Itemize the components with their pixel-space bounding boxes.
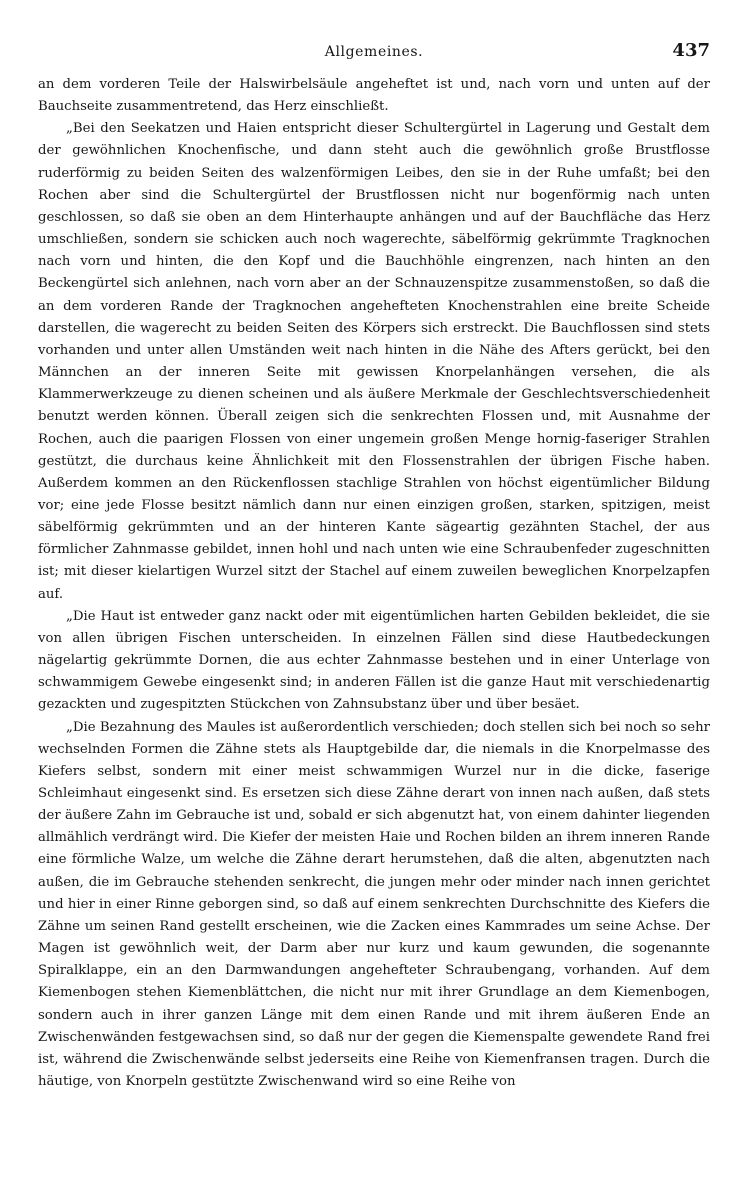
page-number: 437 <box>672 40 710 61</box>
book-page <box>38 36 710 1093</box>
page-header <box>38 36 710 74</box>
paragraph-shoulder-girdle: „Bei den Seekatzen und Haien entspricht dieser Schultergürtel in Lagerung und Gestalt dem der gewöhnlichen Knochenfische, und dann steht auch die gewöhnlich große Brustflosse ruderförmig zu beiden Seiten des walzenförmigen Leibes, den sie in der Ruhe umfaßt; bei den Rochen aber sind die Schultergürtel der Brustflossen nicht nur bogenförmig nach unten geschlossen, so daß sie oben an dem Hinterhaupte anhängen und auf der Bauchfläche das Herz umschließen, sondern sie schicken auch noch wagerechte, säbelförmig gekrümmte Tragknochen nach vorn und hinten, die den Kopf und die Bauchhöhle eingrenzen, nach hinten an den Beckengürtel sich anlehnen, nach vorn aber an der Schnauzenspitze zusammenstoßen, so daß die an dem vorderen Rande der Tragknochen angehefteten Knochenstrahlen eine breite Scheide darstellen, die wagerecht zu beiden Seiten des Körpers sich erstreckt. Die Bauchflossen sind stets vorhanden und unter allen Umständen weit nach hinten in die Nähe des Afters gerückt, bei den Männchen an der inneren Seite mit gewissen Knorpelanhängen versehen, die als Klammerwerkzeuge zu dienen scheinen und als äußere Merkmale der Geschlechtsverschiedenheit benutzt werden können. Überall zeigen sich die senkrechten Flossen und, mit Ausnahme der Rochen, auch die paarigen Flossen von einer ungemein großen Menge hornig-faseriger Strahlen gestützt, die durchaus keine Ähnlichkeit mit den Flossenstrahlen der übrigen Fische haben. Außerdem kommen an den Rückenflossen stachlige Strahlen von höchst eigentümlicher Bildung vor; eine jede Flosse besitzt nämlich dann nur einen einzigen großen, starken, spitzigen, meist säbelförmig gekrümmten und an der hinteren Kante sägeartig gezähnten Stachel, der aus förmlicher Zahnmasse gebildet, innen hohl und nach unten wie eine Schraubenfeder zugeschnitten ist; mit dieser kielartigen Wurzel sitzt der Stachel auf einem zuweilen beweglichen Knorpelzapfen auf. <box>38 121 710 602</box>
paragraph-continuation: an dem vorderen Teile der Halswirbelsäule angeheftet ist und, nach vorn und unten auf der Bauchseite zusammentretend, das Herz einschließt. <box>38 77 710 115</box>
paragraph-dentition: „Die Bezahnung des Maules ist außerordentlich verschieden; doch stellen sich bei noch so sehr wechselnden Formen die Zähne stets als Hauptgebilde dar, die niemals in die Knorpelmasse des Kiefers selbst, sondern mit einer meist schwammigen Wurzel nur in die dicke, faserige Schleimhaut eingesenkt sind. Es ersetzen sich diese Zähne derart von innen nach außen, daß stets der äußere Zahn im Gebrauche ist und, sobald er sich abgenutzt hat, von einem dahinter liegenden allmählich verdrängt wird. Die Kiefer der meisten Haie und Rochen bilden an ihrem inneren Rande eine förmliche Walze, um welche die Zähne derart herumstehen, daß die alten, abgenutzten nach außen, die im Gebrauche stehenden senkrecht, die jungen mehr oder minder nach innen gerichtet und hier in einer Rinne geborgen sind, so daß auf einem senkrechten Durchschnitte des Kiefers die Zähne um seinen Rand gestellt erscheinen, wie die Zacken eines Kammrades um seine Achse. Der Magen ist gewöhnlich weit, der Darm aber nur kurz und kaum gewunden, die sogenannte Spiralklappe, ein an den Darmwandungen angehefteter Schraubengang, vorhanden. Auf dem Kiemenbogen stehen Kiemenblättchen, die nicht nur mit ihrer Grundlage an dem Kiemenbogen, sondern auch in ihrer ganzen Länge mit dem einen Rande und mit ihrem äußeren Ende an Zwischenwänden festgewachsen sind, so daß nur der gegen die Kiemenspalte gewendete Rand frei ist, während die Zwischenwände selbst jederseits eine Reihe von Kiemenfransen tragen. Durch die häutige, von Knorpeln gestützte Zwischenwand wird so eine Reihe von <box>38 719 710 1090</box>
body-text <box>38 74 710 1093</box>
paragraph-skin: „Die Haut ist entweder ganz nackt oder mit eigentümlichen harten Gebilden bekleidet, die sie von allen übrigen Fischen unterscheiden. In einzelnen Fällen sind diese Hautbedeckungen nägelartig gekrümmte Dornen, die aus echter Zahnmasse bestehen und in einer Unterlage von schwammigem Gewebe eingesenkt sind; in anderen Fällen ist die ganze Haut mit verschiedenartig gezackten und zugespitzten Stückchen von Zahnsubstanz über und über besäet. <box>38 608 710 713</box>
running-title: Allgemeines. <box>324 44 424 60</box>
